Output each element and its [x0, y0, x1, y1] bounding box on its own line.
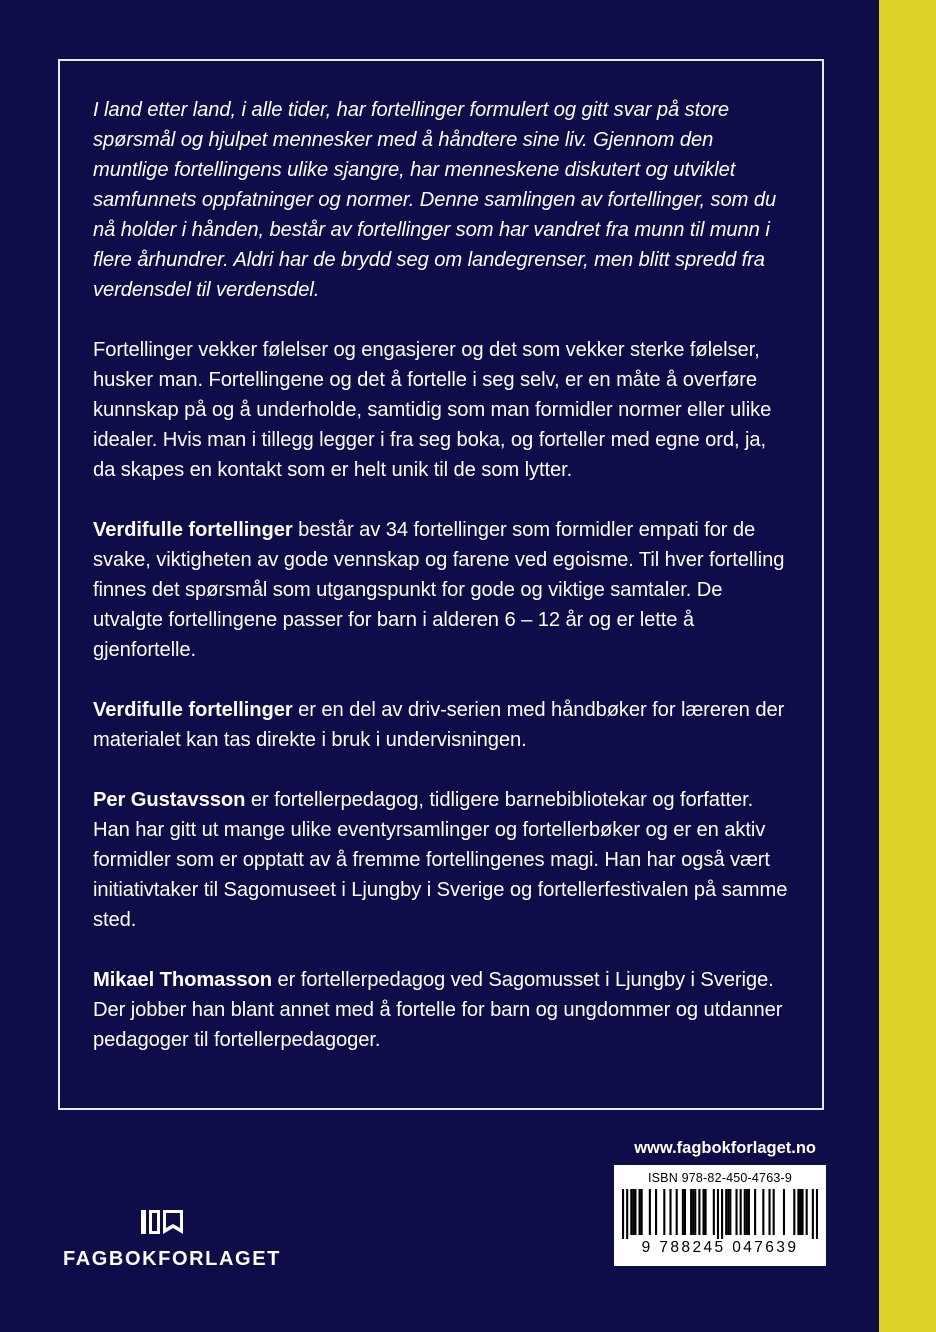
barcode-bar	[744, 1189, 746, 1235]
publisher-logo-text: FAGBOKFORLAGET	[63, 1248, 281, 1270]
barcode-bar	[702, 1189, 704, 1235]
series-text: er en del av driv-serien med håndbøker for læreren der materialet kan tas direkte i bruk i undervisningen.	[93, 699, 785, 751]
barcode-bar	[768, 1189, 770, 1235]
barcode-bar	[783, 1189, 785, 1235]
barcode-bar	[663, 1189, 665, 1235]
barcode-bar	[754, 1189, 756, 1235]
barcode-digits: 9 788245 047639	[641, 1239, 799, 1256]
barcode-bar	[694, 1189, 696, 1235]
barcode-bar	[641, 1189, 643, 1235]
barcode-bar	[669, 1189, 671, 1235]
barcode-bar	[676, 1189, 678, 1235]
publisher-website: www.fagbokforlaget.no	[634, 1139, 816, 1157]
barcode-bar	[698, 1189, 700, 1235]
author-1-bio: er fortellerpedagog, tidligere barnebibliotekar og forfatter. Han har gitt ut mange ulike eventyrsamlinger og fortellerbøker og er en aktiv formidler som er opptatt av å fremme fortellingenes magi. Han har også vært initiativtaker til Sagomuseet i Ljungby i Sverige og fortellerfestivalen på samme sted.	[93, 789, 788, 931]
feelings-paragraph: Fortellinger vekker følelser og engasjerer og det som vekker sterke følelser, husker man. Fortellingene og det å fortelle i seg selv, er en måte å overføre kunnskap på og å underholde, samtidig som man formidler normer eller ulike idealer. Hvis man i tillegg legger i fra seg boka, og forteller med egne ord, ja, da skapes en kontakt som er helt unik til de som lytter.	[93, 339, 772, 481]
barcode-bar	[812, 1189, 814, 1239]
barcode-bar	[632, 1189, 634, 1235]
barcode-bar	[729, 1189, 731, 1235]
barcode-icon	[622, 1189, 818, 1239]
barcode-bar	[799, 1189, 801, 1235]
barcode-bar	[816, 1189, 818, 1239]
barcode-bar	[725, 1189, 727, 1235]
isbn-label: ISBN 978-82-450-4763-9	[647, 1171, 793, 1185]
barcode-bar	[684, 1189, 686, 1235]
barcode-bar	[692, 1189, 694, 1235]
author-2-name: Mikael Thomasson	[93, 969, 273, 991]
barcode-bar	[717, 1189, 719, 1239]
barcode-bar	[773, 1189, 775, 1235]
barcode-box	[614, 1165, 826, 1266]
barcode-bar	[727, 1189, 729, 1235]
barcode-bar	[793, 1189, 795, 1235]
barcode-bar	[748, 1189, 750, 1235]
barcode-bar	[746, 1189, 748, 1235]
barcode-bar	[797, 1189, 799, 1235]
barcode-bar	[801, 1189, 803, 1235]
series-paragraph	[93, 695, 793, 755]
barcode-bar	[690, 1189, 692, 1235]
barcode-bar	[630, 1189, 632, 1235]
barcode-bar	[622, 1189, 624, 1239]
contents-paragraph	[93, 515, 793, 665]
barcode-bar	[721, 1189, 723, 1239]
book-title: Verdifulle fortellinger	[93, 699, 293, 721]
barcode-bar	[649, 1189, 651, 1235]
blurb-text	[93, 95, 793, 1055]
author-1-paragraph	[93, 785, 793, 935]
barcode-bar	[740, 1189, 742, 1235]
barcode-bar	[705, 1189, 707, 1235]
contents-text: består av 34 fortellinger som formidler empati for de svake, viktigheten av gode vennskap og farene ved egoisme. Til hver fortelling finnes det spørsmål som utgangspunkt for gode og viktige samtaler. De utvalgte fortellingene passer for barn i alderen 6 – 12 år og er lette å gjenfortelle.	[93, 519, 785, 661]
book-logo-icon	[139, 1207, 185, 1237]
author-2-bio: er fortellerpedagog ved Sagomusset i Ljungby i Sverige. Der jobber han blant annet med å fortelle for barn og ungdommer og utdanner pedagoger til fortellerpedagoger.	[93, 969, 783, 1051]
spine-strip	[879, 0, 936, 1332]
barcode-bar	[682, 1189, 684, 1235]
author-1-name: Per Gustavsson	[93, 789, 246, 811]
barcode-bar	[639, 1189, 641, 1235]
barcode-bar	[806, 1189, 808, 1235]
barcode-bar	[735, 1189, 737, 1235]
barcode-bar	[713, 1189, 715, 1235]
barcode-bar	[762, 1189, 764, 1235]
barcode-bar	[626, 1189, 628, 1239]
author-2-paragraph	[93, 965, 793, 1055]
barcode-bar	[655, 1189, 657, 1235]
intro-paragraph: I land etter land, i alle tider, har fortellinger formulert og gitt svar på store spørsmål og hjulpet mennesker med å håndtere sine liv. Gjennom den muntlige fortellingens ulike sjangre, har menneskene diskutert og utviklet samfunnets oppfatninger og normer. Denne samlingen av fortellinger, som du nå holder i hånden, består av fortellinger som har vandret fra munn til munn i flere århundrer. Aldri har de brydd seg om landegrenser, men blitt spredd fra verdensdel til verdensdel.	[93, 99, 777, 301]
barcode-bar	[634, 1189, 636, 1235]
book-title: Verdifulle fortellinger	[93, 519, 293, 541]
